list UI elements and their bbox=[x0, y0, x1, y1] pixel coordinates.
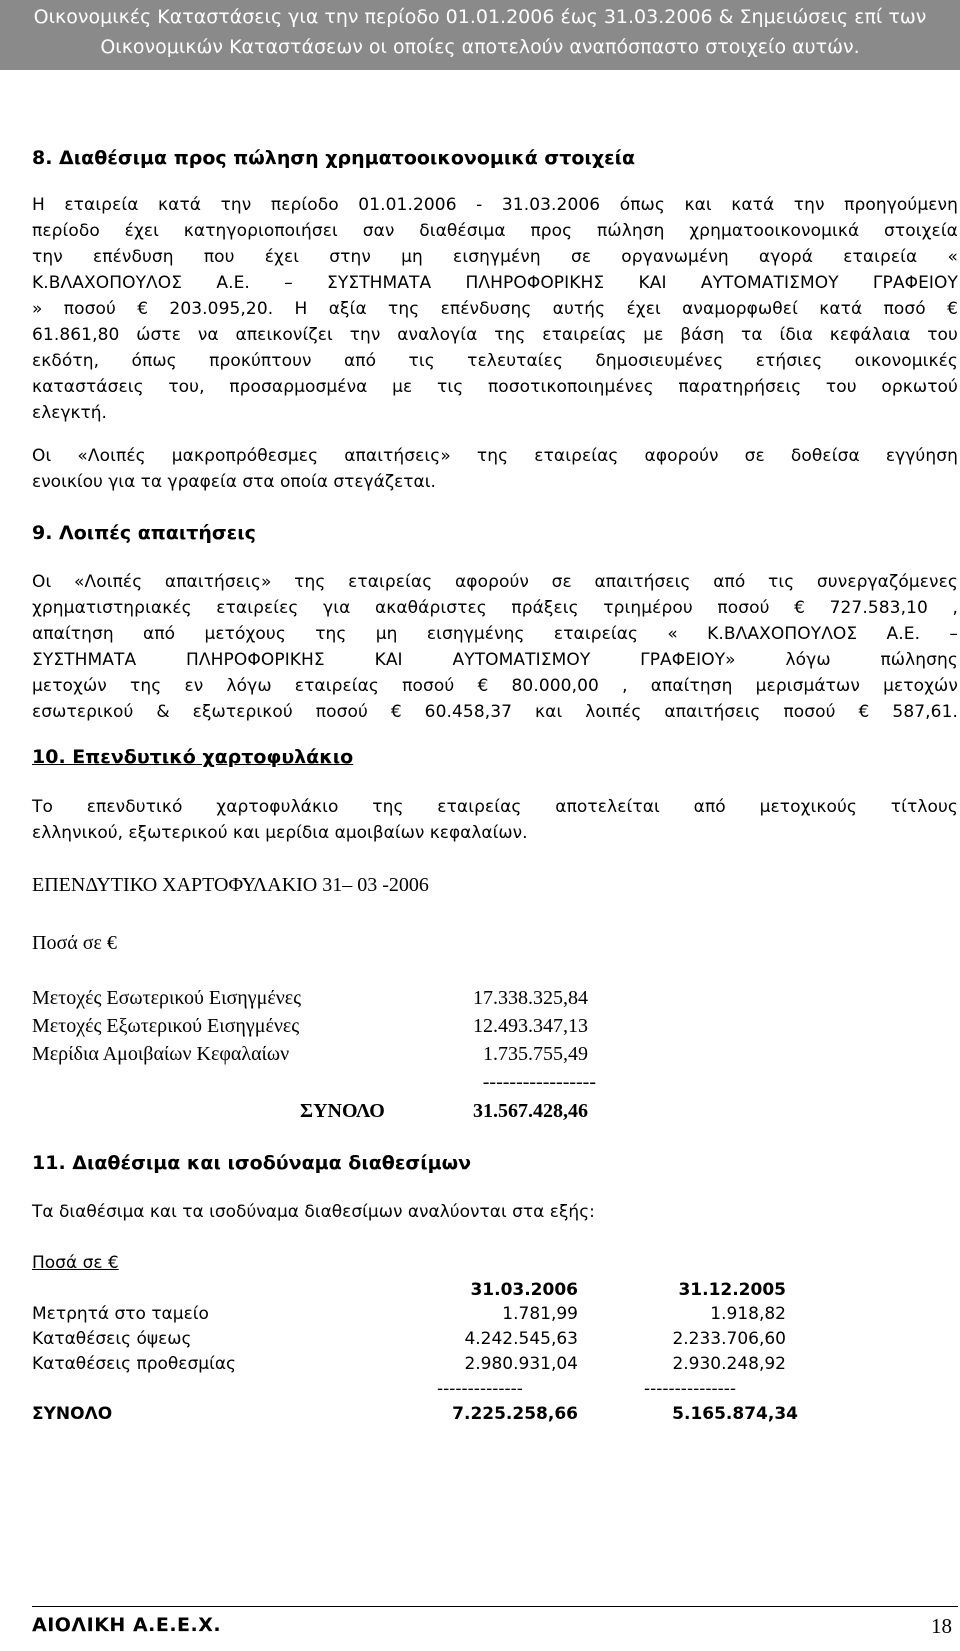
table-separator: ----------------- bbox=[482, 1071, 596, 1093]
text-line: 61.861,80 ώστε να απεικονίζει την αναλογία της εταιρείας με βάση τα ίδια κεφάλαια του bbox=[32, 325, 958, 345]
column-header-2006: 31.03.2006 bbox=[470, 1280, 578, 1300]
row-value: 1.735.755,49 bbox=[483, 1043, 588, 1065]
text-line: Οι «Λοιπές απαιτήσεις» της εταιρείας αφορούν σε απαιτήσεις από τις συνεργαζόμενες bbox=[32, 572, 958, 592]
page-header bbox=[0, 0, 960, 70]
total-label: ΣΥΝΟΛΟ bbox=[32, 1404, 113, 1424]
text-line: ενοικίου για τα γραφεία στα οποία στεγάζεται. bbox=[32, 472, 436, 492]
row-value-2005: 1.918,82 bbox=[710, 1304, 786, 1324]
text-line: καταστάσεις του, προσαρμοσμένα με τις ποσοτικοποιημένες παρατηρήσεις του ορκωτού bbox=[32, 377, 958, 397]
text-line: εκδότη, όπως προκύπτουν από τις τελευταίες δημοσιευμένες ετήσιες οικονομικές bbox=[32, 351, 958, 371]
text-line: περίοδο έχει κατηγοριοποιήσει σαν διαθέσιμα προς πώληση χρηματοοικονομικά στοιχεία bbox=[32, 221, 958, 241]
section-11-intro: Τα διαθέσιμα και τα ισοδύναμα διαθεσίμων αναλύονται στα εξής: bbox=[32, 1202, 595, 1222]
row-label: Μετοχές Εξωτερικού Εισηγμένες bbox=[32, 1015, 300, 1037]
row-label: Καταθέσεις όψεως bbox=[32, 1329, 192, 1349]
text-line: ελληνικού, εξωτερικού και μερίδια αμοιβαίων κεφαλαίων. bbox=[32, 823, 528, 843]
text-line: Το επενδυτικό χαρτοφυλάκιο της εταιρείας αποτελείται από μετοχικούς τίτλους bbox=[32, 797, 958, 817]
row-label: Μετοχές Εσωτερικού Εισηγμένες bbox=[32, 987, 302, 1009]
row-label: Μετρητά στο ταμείο bbox=[32, 1304, 209, 1324]
table-separator: --------------- bbox=[644, 1379, 737, 1399]
row-value: 12.493.347,13 bbox=[473, 1015, 588, 1037]
text-line: Η εταιρεία κατά την περίοδο 01.01.2006 - 31.03.2006 όπως και κατά την προηγούμενη bbox=[32, 195, 958, 215]
row-value-2005: 2.930.248,92 bbox=[672, 1354, 786, 1374]
footer-divider bbox=[32, 1606, 958, 1607]
row-value-2006: 4.242.545,63 bbox=[464, 1329, 578, 1349]
row-value-2005: 2.233.706,60 bbox=[672, 1329, 786, 1349]
header-line-1: Οικονομικές Καταστάσεις για την περίοδο 01.01.2006 έως 31.03.2006 & Σημειώσεις επί των bbox=[33, 6, 927, 28]
row-value: 17.338.325,84 bbox=[473, 987, 588, 1009]
text-line: ΣΥΣΤΗΜΑΤΑ ΠΛΗΡΟΦΟΡΙΚΗΣ ΚΑΙ ΑΥΤΟΜΑΤΙΣΜΟΥ ΓΡΑΦΕΙΟΥ» λόγω πώλησης bbox=[32, 650, 958, 670]
text-line: χρηματιστηριακές εταιρείες για ακαθάριστες πράξεις τριημέρου ποσού € 727.583,10 , bbox=[32, 598, 958, 618]
section-9-title: 9. Λοιπές απαιτήσεις bbox=[32, 522, 256, 544]
total-label: ΣΥΝΟΛΟ bbox=[300, 1100, 385, 1122]
text-line: την επένδυση που έχει στην μη εισηγμένη σε οργανωμένη αγορά εταιρεία « bbox=[32, 247, 958, 267]
section-10-title: 10. Επενδυτικό χαρτοφυλάκιο bbox=[32, 746, 354, 768]
row-label: Καταθέσεις προθεσμίας bbox=[32, 1354, 237, 1374]
footer-company: ΑΙΟΛΙΚΗ Α.Ε.Ε.Χ. bbox=[32, 1614, 222, 1636]
text-line: ελεγκτή. bbox=[32, 403, 107, 423]
row-value-2006: 1.781,99 bbox=[502, 1304, 578, 1324]
text-line: » ποσού € 203.095,20. Η αξία της επένδυσης αυτής έχει αναμορφωθεί κατά ποσό € bbox=[32, 299, 958, 319]
text-line: Κ.ΒΛΑΧΟΠΟΥΛΟΣ Α.Ε. – ΣΥΣΤΗΜΑΤΑ ΠΛΗΡΟΦΟΡΙΚΗΣ ΚΑΙ ΑΥΤΟΜΑΤΙΣΜΟΥ ΓΡΑΦΕΙΟΥ bbox=[32, 273, 958, 293]
cash-amounts-label: Ποσά σε € bbox=[32, 1253, 119, 1273]
row-value-2006: 2.980.931,04 bbox=[464, 1354, 578, 1374]
page-number: 18 bbox=[931, 1614, 952, 1638]
column-header-2005: 31.12.2005 bbox=[678, 1280, 786, 1300]
text-line: εσωτερικού & εξωτερικού ποσού € 60.458,37 και λοιπές απαιτήσεις ποσού € 587,61. bbox=[32, 702, 958, 722]
text-line: μετοχών της εν λόγω εταιρείας ποσού € 80.000,00 , απαίτηση μερισμάτων μετοχών bbox=[32, 676, 958, 696]
portfolio-table-title: ΕΠΕΝΔΥΤΙΚΟ ΧΑΡΤΟΦΥΛΑΚΙΟ 31– 03 -2006 bbox=[32, 874, 429, 896]
section-8-title: 8. Διαθέσιμα προς πώληση χρηματοοικονομικά στοιχεία bbox=[32, 147, 636, 169]
text-line: Οι «Λοιπές μακροπρόθεσμες απαιτήσεις» της εταιρείας αφορούν σε δοθείσα εγγύηση bbox=[32, 446, 958, 466]
text-line: απαίτηση από μετόχους της μη εισηγμένης εταιρείας « Κ.ΒΛΑΧΟΠΟΥΛΟΣ Α.Ε. – bbox=[32, 624, 958, 644]
row-label: Μερίδια Αμοιβαίων Κεφαλαίων bbox=[32, 1043, 290, 1065]
portfolio-amounts-label: Ποσά σε € bbox=[32, 932, 117, 954]
section-11-title: 11. Διαθέσιμα και ισοδύναμα διαθεσίμων bbox=[32, 1152, 472, 1174]
header-line-2: Οικονομικών Καταστάσεων οι οποίες αποτελούν αναπόσπαστο στοιχείο αυτών. bbox=[100, 36, 860, 58]
total-value: 31.567.428,46 bbox=[473, 1100, 588, 1122]
total-value-2005: 5.165.874,34 bbox=[672, 1404, 798, 1424]
table-separator: -------------- bbox=[437, 1379, 523, 1399]
total-value-2006: 7.225.258,66 bbox=[452, 1404, 578, 1424]
